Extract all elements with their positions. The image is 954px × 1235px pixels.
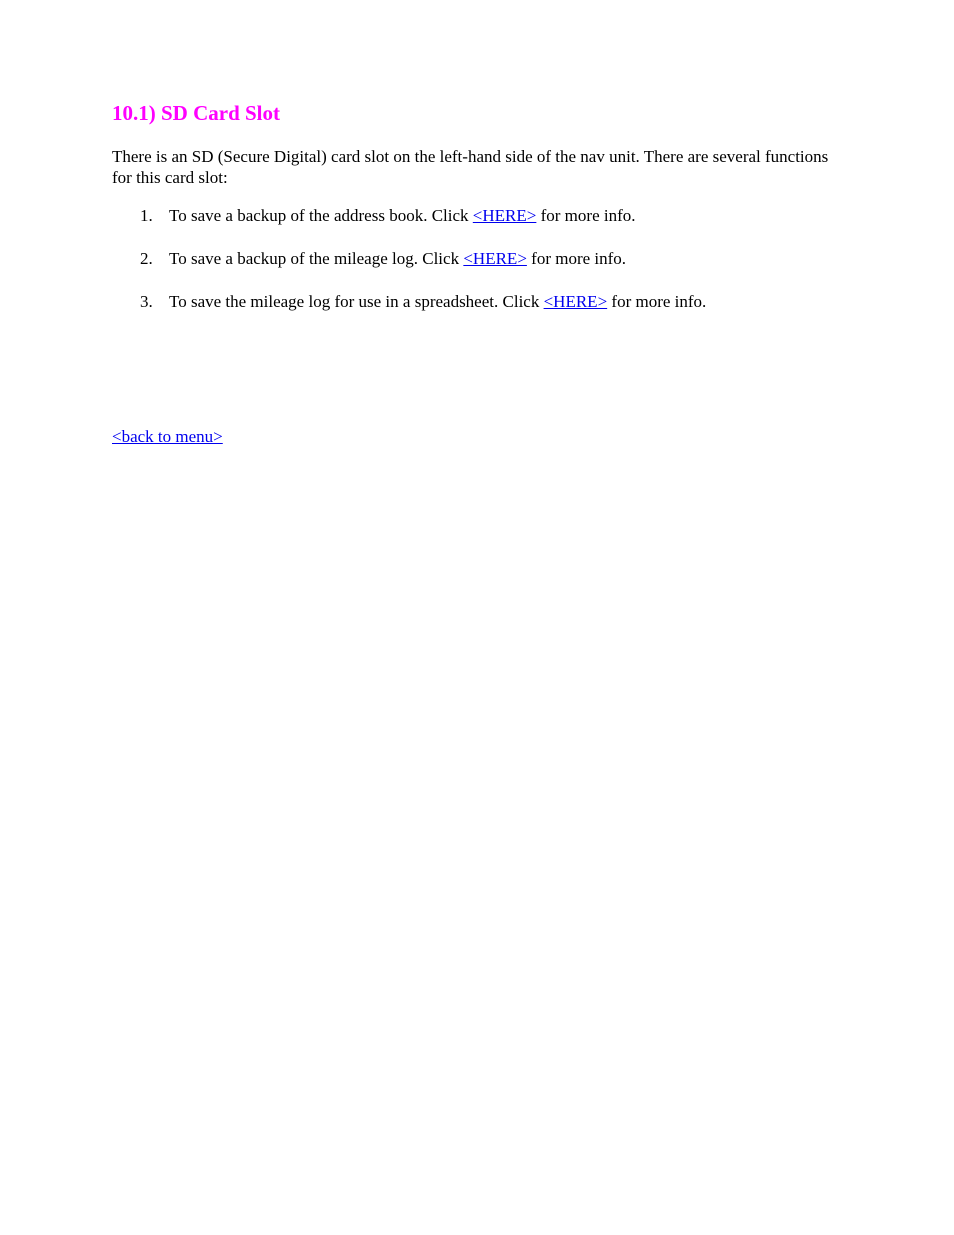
list-item	[112, 291, 852, 312]
section-heading: 10.1) SD Card Slot	[112, 101, 281, 125]
intro-paragraph: There is an SD (Secure Digital) card slot on the left-hand side of the nav unit. There are several functions for this card slot:	[112, 147, 829, 187]
list-text: To save a backup of the mileage log. Click	[169, 249, 464, 268]
address-book-here-link[interactable]: <HERE>	[472, 206, 537, 225]
list-number: 3.	[140, 292, 153, 311]
list-number: 2.	[140, 249, 153, 268]
list-item	[112, 248, 852, 269]
back-to-menu-link[interactable]: <back to menu>	[112, 427, 223, 446]
mileage-log-backup-here-link[interactable]: <HERE>	[463, 249, 527, 268]
document-page	[112, 100, 852, 334]
functions-list	[112, 205, 852, 312]
list-text-after: for more info.	[607, 292, 707, 311]
list-text: To save a backup of the address book. Click	[169, 206, 473, 225]
list-number: 1.	[140, 206, 153, 225]
list-text-after: for more info.	[526, 249, 627, 268]
mileage-log-spreadsheet-here-link[interactable]: <HERE>	[543, 292, 608, 311]
list-item	[112, 205, 852, 226]
list-text-after: for more info.	[536, 206, 636, 225]
list-text: To save the mileage log for use in a spreadsheet. Click	[169, 292, 544, 311]
